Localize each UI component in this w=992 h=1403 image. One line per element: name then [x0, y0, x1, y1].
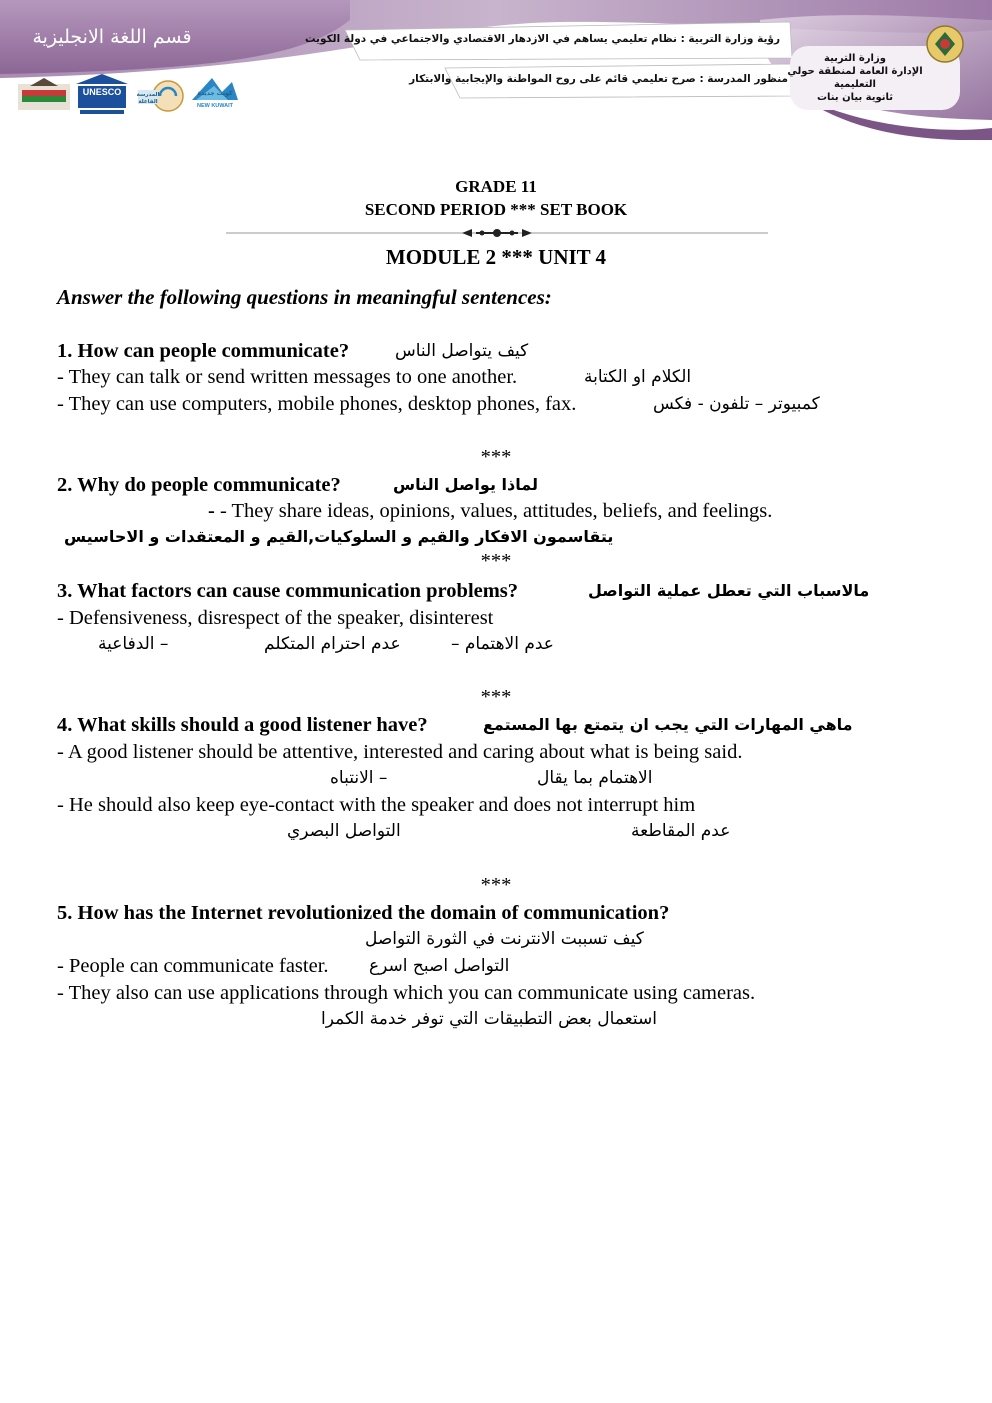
answer-2-1-arabic: يتقاسمون الافكار والقيم و السلوكيات,القيم و المعتقدات و الاحاسيس: [64, 527, 614, 546]
school-info: [780, 52, 930, 104]
school-vision-text: منظور المدرسة : صرح تعليمي قائم على روح المواطنة والإيجابية والابتكار: [409, 73, 788, 85]
answer-5-2: - They also can use applications through which you can communicate using cameras.: [57, 982, 756, 1004]
question-4: 4. What skills should a good listener have?: [57, 714, 428, 736]
separator: ***: [480, 446, 512, 468]
answer-2-1: - - They share ideas, opinions, values, attitudes, beliefs, and feelings.: [208, 500, 773, 522]
separator: ***: [480, 550, 512, 572]
directorate-name: الإدارة العامة لمنطقة حولي التعليمية: [787, 66, 923, 90]
ministry-vision-text: رؤية وزارة التربية : نظام تعليمي يساهم في الازدهار الاقتصادي والاجتماعي في دولة الكويت: [304, 33, 780, 45]
question-2-arabic: لماذا يواصل الناس: [393, 475, 538, 494]
answer-1-2-arabic: كمبيوتر – تلفون - فكس: [653, 394, 820, 414]
separator: ***: [480, 686, 512, 708]
new-kuwait-label-ar: كويت جديدة: [197, 90, 233, 97]
instruction-text: Answer the following questions in meaningful sentences:: [57, 285, 552, 309]
answer-1-2: - They can use computers, mobile phones, desktop phones, fax.: [57, 393, 577, 415]
page-header: [0, 0, 992, 140]
grade-heading: GRADE 11: [455, 177, 537, 196]
kuwait-emblem-icon: [927, 26, 963, 62]
answer-4-2-arabic-2: التواصل البصري: [287, 821, 401, 841]
answer-3-arabic-1: عدم الاهتمام –: [451, 634, 554, 654]
answer-3-arabic-2: عدم احترام المتكلم: [264, 634, 401, 654]
question-5-arabic: كيف تسببت الانترنت في الثورة التواصل: [365, 929, 644, 949]
new-kuwait-label: NEW KUWAIT: [196, 103, 234, 109]
smart-school-label: المدرسة الفاعلة: [136, 92, 160, 105]
answer-4-1: - A good listener should be attentive, interested and caring about what is being said.: [57, 741, 743, 763]
school-name: ثانوية بيان بنات: [816, 92, 894, 103]
ministry-name: وزارة التربية: [824, 53, 886, 64]
answer-4-1-arabic-2: – الانتباه: [330, 768, 388, 788]
parliament-logo-icon: [18, 78, 70, 110]
answer-5-2-arabic: استعمال بعض التطبيقات التي توفر خدمة الكمرا: [321, 1009, 657, 1029]
unesco-label: UNESCO: [82, 87, 122, 97]
period-heading: SECOND PERIOD *** SET BOOK: [364, 200, 628, 219]
answer-3-arabic-3: – الدفاعية: [98, 634, 169, 654]
answer-1-1: - They can talk or send written messages to one another.: [57, 366, 518, 388]
answer-4-1-arabic-1: الاهتمام بما يقال: [537, 768, 653, 788]
answer-4-2-arabic-1: عدم المقاطعة: [631, 821, 731, 841]
ornamental-divider: [226, 226, 768, 240]
question-1: 1. How can people communicate?: [57, 340, 350, 362]
department-title: قسم اللغة الانجليزية: [32, 26, 192, 48]
question-5: 5. How has the Internet revolutionized the domain of communication?: [57, 902, 670, 924]
separator: ***: [480, 874, 512, 896]
question-4-arabic: ماهي المهارات التي يجب ان يتمتع بها المستمع: [483, 715, 853, 734]
module-heading: MODULE 2 *** UNIT 4: [385, 245, 607, 269]
answer-5-1: - People can communicate faster.: [57, 955, 329, 977]
answer-4-2: - He should also keep eye-contact with the speaker and does not interrupt him: [57, 794, 696, 816]
answer-2-1-text: - They share ideas, opinions, values, attitudes, beliefs, and feelings.: [219, 500, 773, 522]
question-3-arabic: مالاسباب التي تعطل عملية التواصل: [588, 581, 870, 600]
answer-3-1: - Defensiveness, disrespect of the speaker, disinterest: [57, 607, 494, 629]
question-3: 3. What factors can cause communication problems?: [57, 580, 519, 602]
answer-1-1-arabic: الكلام او الكتابة: [584, 367, 692, 387]
question-2: 2. Why do people communicate?: [57, 474, 341, 496]
question-1-arabic: كيف يتواصل الناس: [395, 341, 529, 361]
answer-5-1-arabic: التواصل اصبح اسرع: [369, 956, 510, 976]
